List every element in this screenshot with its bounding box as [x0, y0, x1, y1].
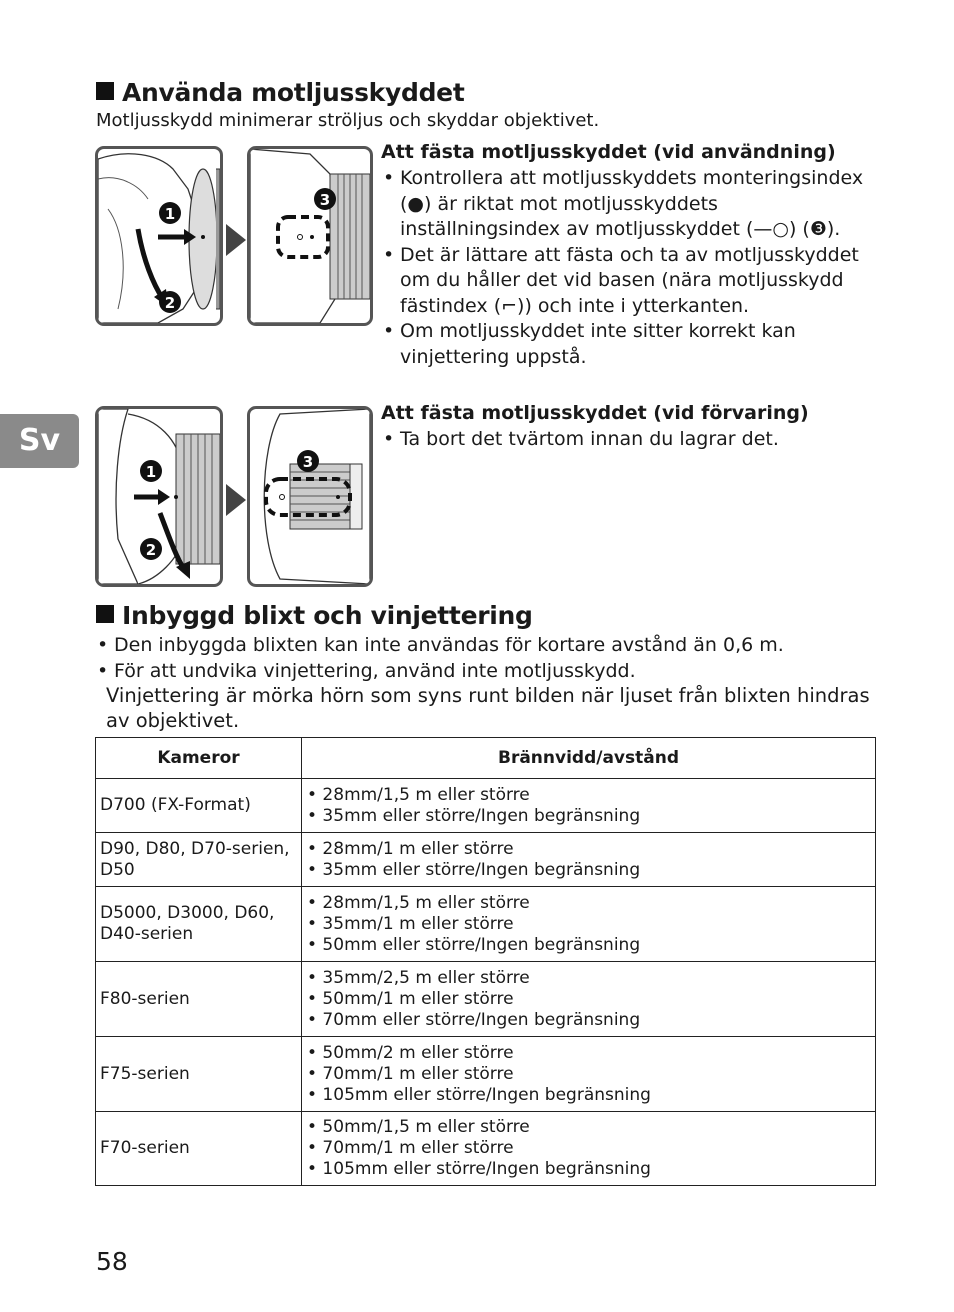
camera-cell: D90, D80, D70-serien, D50 [96, 833, 302, 887]
list-item: • Den inbyggda blixten kan inte användas för kortare avstånd än 0,6 m. [95, 633, 885, 659]
svg-text:2: 2 [164, 294, 176, 312]
section-title-flash-vignetting: Inbyggd blixt och vinjettering [96, 601, 533, 630]
flash-list [95, 633, 885, 684]
section-intro: Motljusskydd minimerar ströljus och skyddar objektivet. [96, 110, 600, 131]
value-line: • 35mm eller större/Ingen begränsning [307, 859, 641, 880]
header-focal-distance: Brännvidd/avstånd [302, 738, 876, 779]
vignetting-note: Vinjettering är mörka hörn som syns runt bilden när ljuset från blixten hindras av objektivet. [106, 684, 870, 732]
table-row [96, 887, 876, 962]
value-cell [302, 962, 876, 1037]
table-row [96, 779, 876, 833]
value-line: • 35mm eller större/Ingen begränsning [307, 805, 641, 826]
value-line: • 70mm eller större/Ingen begränsning [307, 1009, 641, 1030]
square-bullet-icon [96, 605, 114, 623]
arrow-right-icon [226, 484, 246, 516]
camera-cell: D5000, D3000, D60, D40-serien [96, 887, 302, 962]
value-line: • 35mm/2,5 m eller större [307, 967, 530, 988]
value-line: • 28mm/1,5 m eller större [307, 784, 530, 805]
value-line: • 50mm eller större/Ingen begränsning [307, 934, 641, 955]
table-row [96, 1112, 876, 1186]
value-line: • 28mm/1,5 m eller större [307, 892, 530, 913]
value-cell [302, 779, 876, 833]
attach-storage-list [381, 427, 881, 453]
value-cell [302, 887, 876, 962]
figure-hood-attach-step2 [247, 146, 373, 326]
section-title-lens-hood: Använda motljusskyddet [96, 78, 464, 107]
value-line: • 70mm/1 m eller större [307, 1063, 514, 1084]
value-line: • 35mm/1 m eller större [307, 913, 514, 934]
list-item: • Kontrollera att motljusskyddets monteringsindex (●) är riktat mot motljusskyddets inställningsindex av motljusskyddet (—○) (❸). [381, 166, 881, 243]
value-cell [302, 1112, 876, 1186]
arrow-right-icon [226, 224, 246, 256]
list-item: • För att undvika vinjettering, använd inte motljusskydd. [95, 659, 885, 685]
figure-hood-attach-step1 [95, 146, 223, 326]
page-number: 58 [96, 1247, 128, 1276]
camera-cell: D700 (FX-Format) [96, 779, 302, 833]
attach-use-heading: Att fästa motljusskyddet (vid användning) [381, 141, 836, 163]
figure-hood-storage-step1 [95, 406, 223, 587]
value-cell [302, 1037, 876, 1112]
camera-cell: F75-serien [96, 1037, 302, 1112]
camera-cell: F80-serien [96, 962, 302, 1037]
value-line: • 70mm/1 m eller större [307, 1138, 514, 1158]
list-item: • Om motljusskyddet inte sitter korrekt kan vinjettering uppstå. [381, 319, 881, 370]
table-row [96, 1037, 876, 1112]
language-tab: Sv [0, 414, 79, 468]
table-row [96, 833, 876, 887]
square-bullet-icon [96, 82, 114, 100]
value-line: • 50mm/1,5 m eller större [307, 1117, 530, 1137]
table-header-row [96, 738, 876, 779]
value-line: • 50mm/1 m eller större [307, 988, 514, 1009]
value-line: • 50mm/2 m eller större [307, 1042, 514, 1063]
list-item: • Ta bort det tvärtom innan du lagrar det. [381, 427, 881, 453]
value-cell [302, 833, 876, 887]
svg-text:2: 2 [145, 541, 157, 559]
lens-hood-illustration [250, 409, 370, 584]
value-line: • 105mm eller större/Ingen begränsning [307, 1084, 651, 1105]
lens-hood-illustration [250, 149, 370, 323]
header-cameras: Kameror [96, 738, 302, 779]
value-line: • 28mm/1 m eller större [307, 838, 514, 859]
lens-hood-illustration [98, 409, 220, 584]
camera-cell: F70-serien [96, 1112, 302, 1186]
svg-text:3: 3 [319, 191, 331, 209]
table-row [96, 962, 876, 1037]
lens-hood-illustration [98, 149, 220, 323]
svg-text:3: 3 [302, 453, 314, 471]
attach-storage-heading: Att fästa motljusskyddet (vid förvaring) [381, 402, 809, 424]
svg-text:1: 1 [145, 463, 157, 481]
figure-hood-storage-step2 [247, 406, 373, 587]
compatibility-table [95, 737, 876, 1186]
list-item: • Det är lättare att fästa och ta av motljusskyddet om du håller det vid basen (nära motljusskydd fästindex (⌐)) och inte i ytterkanten. [381, 243, 881, 320]
value-line: • 105mm eller större/Ingen begränsning [307, 1159, 651, 1179]
svg-text:1: 1 [164, 205, 176, 223]
attach-use-list [381, 166, 881, 370]
